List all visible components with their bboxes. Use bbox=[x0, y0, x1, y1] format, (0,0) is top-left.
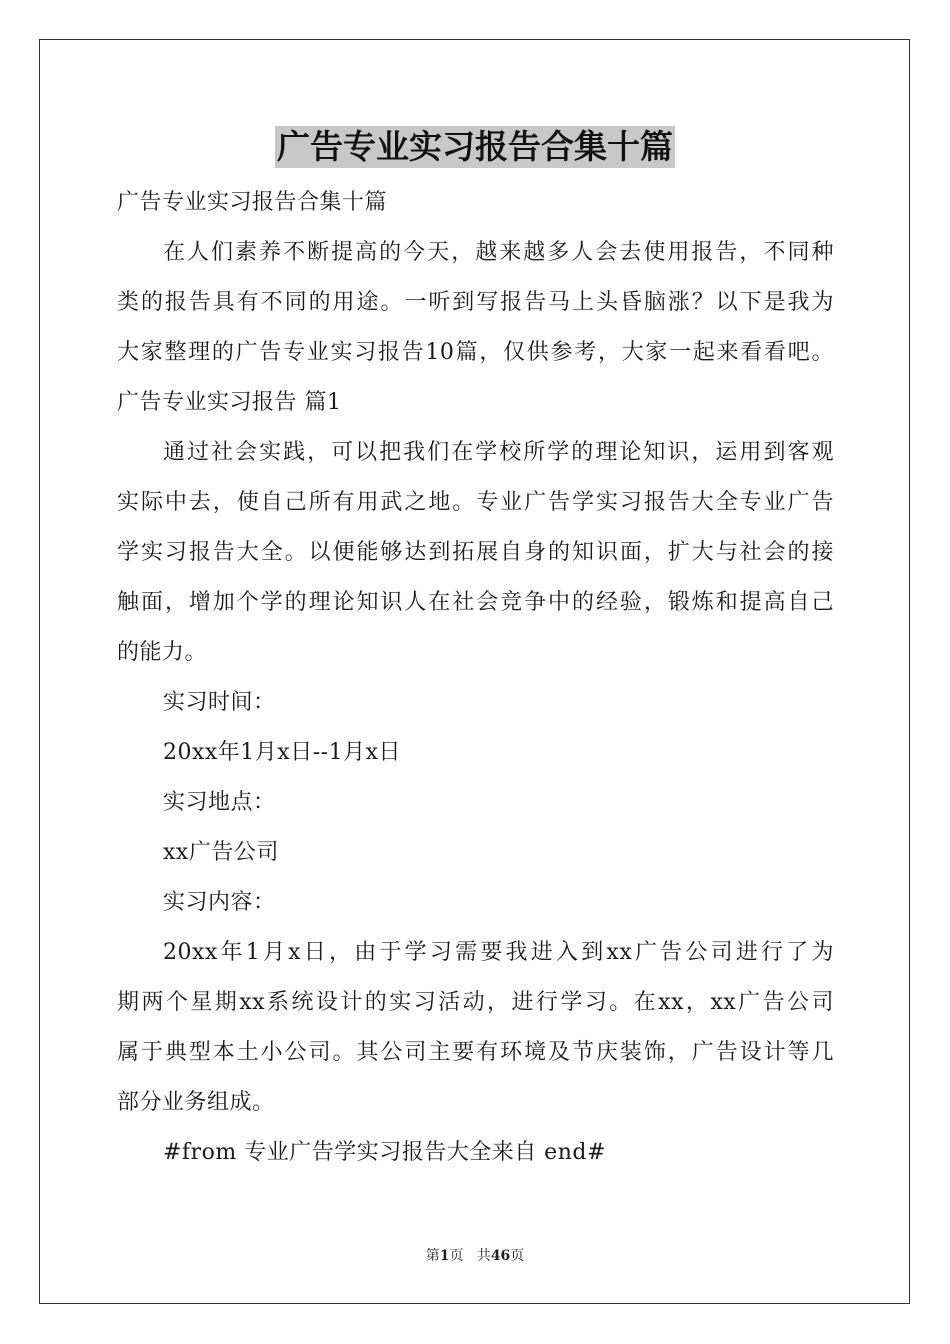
paragraph-line: 期两个星期xx系统设计的实习活动，进行学习。在xx，xx广告公司 bbox=[117, 990, 834, 1015]
field-label-time: 实习时间： bbox=[163, 690, 276, 715]
paragraph-line: 属于典型本土小公司。其公司主要有环境及节庆装饰，广告设计等几 bbox=[117, 1040, 834, 1065]
paragraph-line: 类的报告具有不同的用途。一听到写报告马上头昏脑涨？以下是我为 bbox=[117, 290, 834, 315]
paragraph-line: 部分业务组成。 bbox=[117, 1090, 275, 1115]
field-label-content: 实习内容： bbox=[163, 890, 276, 915]
footer-total-unit: 页 bbox=[510, 1248, 525, 1264]
footer-page-number: 1 bbox=[439, 1248, 450, 1264]
document-title: 广告专业实习报告合集十篇 bbox=[277, 127, 673, 166]
paragraph-line: 学实习报告大全。以便能够达到拓展自身的知识面，扩大与社会的接 bbox=[117, 540, 834, 565]
source-tag-line: #from 专业广告学实习报告大全来自 end# bbox=[163, 1140, 606, 1165]
paragraph-line: 在人们素养不断提高的今天，越来越多人会去使用报告，不同种 bbox=[163, 240, 834, 265]
paragraph-line: 触面，增加个学的理论知识人在社会竞争中的经验，锻炼和提高自己 bbox=[117, 590, 834, 615]
paragraph-line: 通过社会实践，可以把我们在学校所学的理论知识，运用到客观 bbox=[163, 440, 834, 465]
paragraph-line: 实际中去，使自己所有用武之地。专业广告学实习报告大全专业广告 bbox=[117, 490, 834, 515]
document-body bbox=[117, 178, 834, 1178]
paragraph-line: 20xx年1月x日，由于学习需要我进入到xx广告公司进行了为 bbox=[163, 940, 834, 965]
title-container bbox=[0, 126, 950, 168]
field-value-location: xx广告公司 bbox=[163, 840, 279, 865]
footer-total-prefix: 共 bbox=[476, 1248, 491, 1264]
field-value-time: 20xx年1月x日--1月x日 bbox=[163, 740, 401, 765]
paragraph-line: 的能力。 bbox=[117, 640, 208, 665]
section-heading: 广告专业实习报告 篇1 bbox=[117, 390, 342, 415]
page-footer bbox=[0, 1246, 950, 1266]
subtitle-line: 广告专业实习报告合集十篇 bbox=[117, 190, 388, 215]
field-label-location: 实习地点： bbox=[163, 790, 276, 815]
footer-page-unit: 页 bbox=[449, 1248, 464, 1264]
footer-total-pages: 46 bbox=[490, 1248, 511, 1264]
footer-page-prefix: 第 bbox=[425, 1248, 440, 1264]
paragraph-line: 大家整理的广告专业实习报告10篇，仅供参考，大家一起来看看吧。 bbox=[117, 340, 834, 365]
